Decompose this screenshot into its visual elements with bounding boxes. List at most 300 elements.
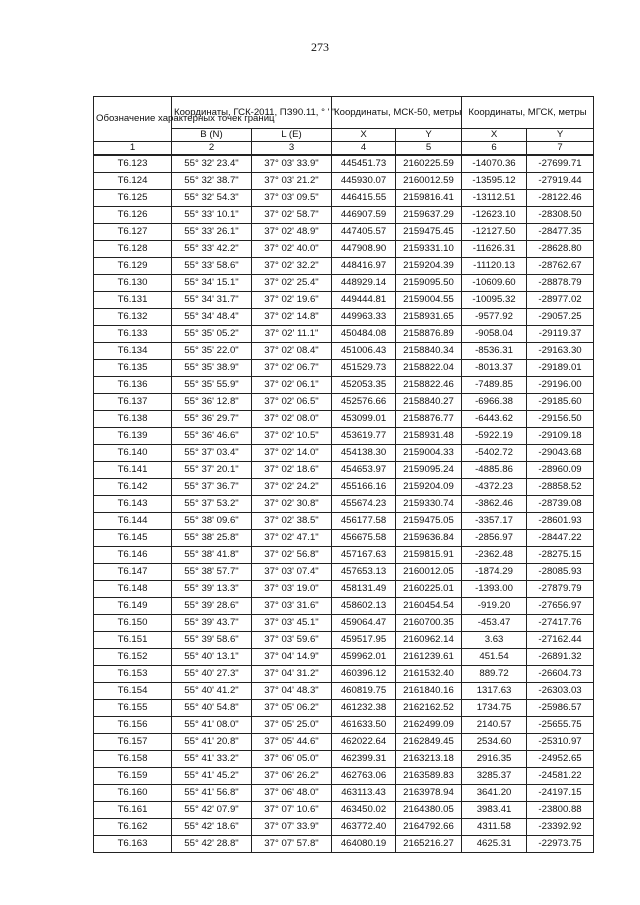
mgsk-x-cell: -1393.00 [462,581,527,598]
point-id-cell: Т6.146 [94,547,172,564]
longitude-cell: 37° 02' 56.8" [252,547,332,564]
point-id-cell: Т6.161 [94,802,172,819]
msk-x-cell: 446907.59 [332,207,396,224]
msk-x-cell: 449963.33 [332,309,396,326]
mgsk-y-cell: -29043.68 [527,445,594,462]
mgsk-y-cell: -24952.65 [527,751,594,768]
msk-y-cell: 2159204.09 [396,479,462,496]
msk-x-cell: 447405.57 [332,224,396,241]
mgsk-y-cell: -28762.67 [527,258,594,275]
msk-y-cell: 2159637.29 [396,207,462,224]
msk-x-cell: 453099.01 [332,411,396,428]
msk-x-cell: 460819.75 [332,683,396,700]
latitude-cell: 55° 41' 45.2" [172,768,252,785]
mgsk-x-cell: -1874.29 [462,564,527,581]
longitude-cell: 37° 02' 08.0" [252,411,332,428]
table-row [94,615,594,632]
msk-x-cell: 451006.43 [332,343,396,360]
longitude-cell: 37° 02' 06.1" [252,377,332,394]
longitude-cell: 37° 05' 06.2" [252,700,332,717]
point-id-cell: Т6.127 [94,224,172,241]
longitude-cell: 37° 02' 19.6" [252,292,332,309]
point-id-cell: Т6.150 [94,615,172,632]
latitude-cell: 55° 39' 43.7" [172,615,252,632]
msk-y-cell: 2159004.33 [396,445,462,462]
latitude-cell: 55° 37' 03.4" [172,445,252,462]
longitude-cell: 37° 02' 11.1" [252,326,332,343]
point-id-cell: Т6.151 [94,632,172,649]
latitude-cell: 55° 39' 13.3" [172,581,252,598]
column-number: 4 [332,142,396,156]
msk-y-cell: 2158931.65 [396,309,462,326]
mgsk-y-cell: -25655.75 [527,717,594,734]
point-id-cell: Т6.134 [94,343,172,360]
point-id-cell: Т6.162 [94,819,172,836]
subheader-msk-y: Y [396,129,462,142]
table-row [94,564,594,581]
mgsk-y-cell: -26303.03 [527,683,594,700]
mgsk-x-cell: -9577.92 [462,309,527,326]
table-row [94,734,594,751]
point-id-cell: Т6.145 [94,530,172,547]
msk-y-cell: 2164792.66 [396,819,462,836]
mgsk-y-cell: -23392.92 [527,819,594,836]
mgsk-y-cell: -29196.00 [527,377,594,394]
longitude-cell: 37° 02' 06.5" [252,394,332,411]
mgsk-x-cell: -13112.51 [462,190,527,207]
msk-x-cell: 462022.64 [332,734,396,751]
msk-x-cell: 459962.01 [332,649,396,666]
longitude-cell: 37° 06' 05.0" [252,751,332,768]
table-row [94,751,594,768]
mgsk-x-cell: -10609.60 [462,275,527,292]
latitude-cell: 55° 39' 58.6" [172,632,252,649]
longitude-cell: 37° 02' 24.2" [252,479,332,496]
mgsk-y-cell: -28878.79 [527,275,594,292]
latitude-cell: 55° 35' 05.2" [172,326,252,343]
msk-y-cell: 2159815.91 [396,547,462,564]
mgsk-x-cell: -453.47 [462,615,527,632]
point-id-cell: Т6.129 [94,258,172,275]
point-id-cell: Т6.132 [94,309,172,326]
msk-x-cell: 462763.06 [332,768,396,785]
latitude-cell: 55° 38' 09.6" [172,513,252,530]
point-id-cell: Т6.159 [94,768,172,785]
mgsk-x-cell: -13595.12 [462,173,527,190]
longitude-cell: 37° 03' 33.9" [252,155,332,173]
longitude-cell: 37° 02' 14.0" [252,445,332,462]
table-row [94,360,594,377]
latitude-cell: 55° 41' 33.2" [172,751,252,768]
coordinates-table [93,96,594,853]
gsk-coordinates-header: Координаты, ГСК-2011, ПЗ90.11, ° ' " [172,97,332,129]
longitude-cell: 37° 07' 57.8" [252,836,332,853]
column-number: 7 [527,142,594,156]
msk-x-cell: 460396.12 [332,666,396,683]
longitude-cell: 37° 02' 38.5" [252,513,332,530]
point-id-cell: Т6.140 [94,445,172,462]
latitude-cell: 55° 41' 08.0" [172,717,252,734]
msk-x-cell: 461232.38 [332,700,396,717]
msk-y-cell: 2165216.27 [396,836,462,853]
mgsk-x-cell: -8013.37 [462,360,527,377]
mgsk-x-cell: -919.20 [462,598,527,615]
table-row [94,683,594,700]
mgsk-x-cell: -3357.17 [462,513,527,530]
mgsk-y-cell: -29109.18 [527,428,594,445]
msk-y-cell: 2162162.52 [396,700,462,717]
msk-y-cell: 2163978.94 [396,785,462,802]
msk-y-cell: 2163213.18 [396,751,462,768]
longitude-cell: 37° 02' 25.4" [252,275,332,292]
msk-x-cell: 458602.13 [332,598,396,615]
latitude-cell: 55° 37' 36.7" [172,479,252,496]
longitude-cell: 37° 03' 09.5" [252,190,332,207]
msk-x-cell: 453619.77 [332,428,396,445]
msk-y-cell: 2160012.59 [396,173,462,190]
msk-y-cell: 2159330.74 [396,496,462,513]
mgsk-y-cell: -28447.22 [527,530,594,547]
table-row [94,292,594,309]
latitude-cell: 55° 40' 13.1" [172,649,252,666]
msk-y-cell: 2159004.55 [396,292,462,309]
msk-x-cell: 463772.40 [332,819,396,836]
mgsk-x-cell: -5922.19 [462,428,527,445]
table-row [94,547,594,564]
mgsk-y-cell: -28477.35 [527,224,594,241]
mgsk-y-cell: -25986.57 [527,700,594,717]
mgsk-y-cell: -28275.15 [527,547,594,564]
table-body [94,155,594,853]
mgsk-x-cell: -2856.97 [462,530,527,547]
table-row [94,377,594,394]
mgsk-y-cell: -29119.37 [527,326,594,343]
point-column-header: Обозначение характерных точек границ [94,97,172,142]
msk-x-cell: 448929.14 [332,275,396,292]
mgsk-x-cell: 1317.63 [462,683,527,700]
mgsk-y-cell: -28308.50 [527,207,594,224]
table-row [94,530,594,547]
mgsk-x-cell: 2140.57 [462,717,527,734]
mgsk-y-cell: -28739.08 [527,496,594,513]
longitude-cell: 37° 02' 32.2" [252,258,332,275]
msk-x-cell: 454653.97 [332,462,396,479]
latitude-cell: 55° 40' 41.2" [172,683,252,700]
table-row [94,394,594,411]
msk-x-cell: 452053.35 [332,377,396,394]
msk-y-cell: 2160225.59 [396,155,462,173]
mgsk-x-cell: 1734.75 [462,700,527,717]
msk-x-cell: 452576.66 [332,394,396,411]
mgsk-y-cell: -27879.79 [527,581,594,598]
subheader-mgsk-y: Y [527,129,594,142]
mgsk-x-cell: 3285.37 [462,768,527,785]
table-row [94,802,594,819]
mgsk-x-cell: -12127.50 [462,224,527,241]
mgsk-y-cell: -27919.44 [527,173,594,190]
latitude-cell: 55° 42' 18.6" [172,819,252,836]
msk-x-cell: 456177.58 [332,513,396,530]
latitude-cell: 55° 38' 41.8" [172,547,252,564]
mgsk-x-cell: 889.72 [462,666,527,683]
point-id-cell: Т6.153 [94,666,172,683]
latitude-cell: 55° 32' 38.7" [172,173,252,190]
mgsk-x-cell: 4311.58 [462,819,527,836]
mgsk-y-cell: -28628.80 [527,241,594,258]
table-row [94,513,594,530]
latitude-cell: 55° 38' 57.7" [172,564,252,581]
table-row [94,445,594,462]
point-id-cell: Т6.136 [94,377,172,394]
latitude-cell: 55° 32' 23.4" [172,155,252,173]
longitude-cell: 37° 03' 19.0" [252,581,332,598]
table-row [94,173,594,190]
column-number: 3 [252,142,332,156]
mgsk-y-cell: -29057.25 [527,309,594,326]
msk-x-cell: 459064.47 [332,615,396,632]
longitude-cell: 37° 02' 08.4" [252,343,332,360]
point-id-cell: Т6.147 [94,564,172,581]
point-id-cell: Т6.128 [94,241,172,258]
mgsk-y-cell: -22973.75 [527,836,594,853]
column-number: 5 [396,142,462,156]
page-number: 273 [311,40,329,54]
point-id-cell: Т6.126 [94,207,172,224]
longitude-cell: 37° 07' 10.6" [252,802,332,819]
subheader-b: B (N) [172,129,252,142]
latitude-cell: 55° 33' 58.6" [172,258,252,275]
msk-y-cell: 2158931.48 [396,428,462,445]
latitude-cell: 55° 33' 42.2" [172,241,252,258]
mgsk-x-cell: 3641.20 [462,785,527,802]
latitude-cell: 55° 36' 46.6" [172,428,252,445]
msk-x-cell: 457653.13 [332,564,396,581]
latitude-cell: 55° 40' 54.8" [172,700,252,717]
point-id-cell: Т6.155 [94,700,172,717]
longitude-cell: 37° 02' 10.5" [252,428,332,445]
longitude-cell: 37° 04' 14.9" [252,649,332,666]
mgsk-x-cell: -2362.48 [462,547,527,564]
latitude-cell: 55° 35' 22.0" [172,343,252,360]
msk-y-cell: 2161840.16 [396,683,462,700]
msk-x-cell: 459517.95 [332,632,396,649]
point-id-cell: Т6.148 [94,581,172,598]
msk-y-cell: 2158840.34 [396,343,462,360]
msk-x-cell: 445451.73 [332,155,396,173]
table-row [94,309,594,326]
msk-y-cell: 2160962.14 [396,632,462,649]
column-number: 2 [172,142,252,156]
mgsk-x-cell: -8536.31 [462,343,527,360]
point-id-cell: Т6.156 [94,717,172,734]
latitude-cell: 55° 41' 56.8" [172,785,252,802]
table-row [94,666,594,683]
msk-y-cell: 2159095.50 [396,275,462,292]
mgsk-x-cell: -11120.13 [462,258,527,275]
longitude-cell: 37° 02' 58.7" [252,207,332,224]
msk-coordinates-header: Координаты, МСК-50, метры [332,97,462,129]
longitude-cell: 37° 03' 59.6" [252,632,332,649]
mgsk-x-cell: 2534.60 [462,734,527,751]
mgsk-x-cell: -3862.46 [462,496,527,513]
msk-y-cell: 2158840.27 [396,394,462,411]
mgsk-y-cell: -27656.97 [527,598,594,615]
subheader-msk-x: X [332,129,396,142]
mgsk-x-cell: -4885.86 [462,462,527,479]
table-row [94,785,594,802]
longitude-cell: 37° 02' 48.9" [252,224,332,241]
msk-x-cell: 456675.58 [332,530,396,547]
table-row [94,411,594,428]
msk-x-cell: 457167.63 [332,547,396,564]
msk-x-cell: 463450.02 [332,802,396,819]
table-row [94,598,594,615]
latitude-cell: 55° 36' 12.8" [172,394,252,411]
table-row [94,326,594,343]
point-id-cell: Т6.135 [94,360,172,377]
latitude-cell: 55° 34' 15.1" [172,275,252,292]
msk-x-cell: 449444.81 [332,292,396,309]
longitude-cell: 37° 06' 48.0" [252,785,332,802]
table-row [94,581,594,598]
msk-x-cell: 458131.49 [332,581,396,598]
mgsk-x-cell: -5402.72 [462,445,527,462]
msk-x-cell: 445930.07 [332,173,396,190]
msk-y-cell: 2159095.24 [396,462,462,479]
point-id-cell: Т6.141 [94,462,172,479]
longitude-cell: 37° 02' 06.7" [252,360,332,377]
table-row [94,224,594,241]
point-id-cell: Т6.133 [94,326,172,343]
table-row [94,207,594,224]
mgsk-y-cell: -26891.32 [527,649,594,666]
point-id-cell: Т6.131 [94,292,172,309]
mgsk-x-cell: 4625.31 [462,836,527,853]
msk-x-cell: 462399.31 [332,751,396,768]
point-id-cell: Т6.157 [94,734,172,751]
msk-y-cell: 2158822.46 [396,377,462,394]
msk-y-cell: 2159331.10 [396,241,462,258]
msk-y-cell: 2159204.39 [396,258,462,275]
mgsk-y-cell: -29163.30 [527,343,594,360]
latitude-cell: 55° 32' 54.3" [172,190,252,207]
longitude-cell: 37° 05' 25.0" [252,717,332,734]
point-id-cell: Т6.149 [94,598,172,615]
table-row [94,275,594,292]
point-id-cell: Т6.139 [94,428,172,445]
mgsk-y-cell: -27699.71 [527,155,594,173]
msk-x-cell: 461633.50 [332,717,396,734]
mgsk-y-cell: -24581.22 [527,768,594,785]
msk-y-cell: 2158876.89 [396,326,462,343]
msk-y-cell: 2162849.45 [396,734,462,751]
latitude-cell: 55° 35' 38.9" [172,360,252,377]
latitude-cell: 55° 33' 26.1" [172,224,252,241]
mgsk-x-cell: -11626.31 [462,241,527,258]
table-row [94,190,594,207]
msk-y-cell: 2163589.83 [396,768,462,785]
point-id-cell: Т6.160 [94,785,172,802]
msk-y-cell: 2161532.40 [396,666,462,683]
msk-y-cell: 2159475.45 [396,224,462,241]
column-number: 1 [94,142,172,156]
mgsk-y-cell: -27162.44 [527,632,594,649]
longitude-cell: 37° 02' 40.0" [252,241,332,258]
mgsk-y-cell: -28960.09 [527,462,594,479]
mgsk-y-cell: -25310.97 [527,734,594,751]
mgsk-x-cell: 451.54 [462,649,527,666]
longitude-cell: 37° 03' 31.6" [252,598,332,615]
point-id-cell: Т6.144 [94,513,172,530]
latitude-cell: 55° 42' 28.8" [172,836,252,853]
mgsk-y-cell: -26604.73 [527,666,594,683]
msk-x-cell: 450484.08 [332,326,396,343]
msk-y-cell: 2160012.05 [396,564,462,581]
mgsk-x-cell: -7489.85 [462,377,527,394]
table-row [94,258,594,275]
msk-y-cell: 2159636.84 [396,530,462,547]
table-row [94,479,594,496]
longitude-cell: 37° 02' 14.8" [252,309,332,326]
longitude-cell: 37° 03' 07.4" [252,564,332,581]
point-id-cell: Т6.154 [94,683,172,700]
mgsk-y-cell: -28977.02 [527,292,594,309]
subheader-l: L (E) [252,129,332,142]
table-row [94,700,594,717]
msk-x-cell: 446415.55 [332,190,396,207]
table-row [94,836,594,853]
msk-y-cell: 2158822.04 [396,360,462,377]
table-row [94,717,594,734]
mgsk-y-cell: -28085.93 [527,564,594,581]
point-id-cell: Т6.125 [94,190,172,207]
msk-y-cell: 2159475.05 [396,513,462,530]
column-number: 6 [462,142,527,156]
msk-x-cell: 455674.23 [332,496,396,513]
subheader-mgsk-x: X [462,129,527,142]
longitude-cell: 37° 03' 21.2" [252,173,332,190]
table-row [94,155,594,173]
mgsk-y-cell: -29185.60 [527,394,594,411]
msk-x-cell: 451529.73 [332,360,396,377]
msk-y-cell: 2162499.09 [396,717,462,734]
latitude-cell: 55° 39' 28.6" [172,598,252,615]
msk-y-cell: 2160700.35 [396,615,462,632]
longitude-cell: 37° 05' 44.6" [252,734,332,751]
mgsk-y-cell: -24197.15 [527,785,594,802]
latitude-cell: 55° 36' 29.7" [172,411,252,428]
longitude-cell: 37° 03' 45.1" [252,615,332,632]
mgsk-y-cell: -27417.76 [527,615,594,632]
table-row [94,632,594,649]
mgsk-x-cell: -12623.10 [462,207,527,224]
mgsk-x-cell: 3.63 [462,632,527,649]
mgsk-y-cell: -28601.93 [527,513,594,530]
longitude-cell: 37° 02' 30.8" [252,496,332,513]
latitude-cell: 55° 34' 48.4" [172,309,252,326]
table-row [94,768,594,785]
latitude-cell: 55° 33' 10.1" [172,207,252,224]
msk-y-cell: 2160454.54 [396,598,462,615]
point-id-cell: Т6.124 [94,173,172,190]
mgsk-x-cell: 2916.35 [462,751,527,768]
longitude-cell: 37° 04' 31.2" [252,666,332,683]
msk-y-cell: 2158876.77 [396,411,462,428]
mgsk-x-cell: -4372.23 [462,479,527,496]
msk-x-cell: 454138.30 [332,445,396,462]
point-id-cell: Т6.130 [94,275,172,292]
latitude-cell: 55° 42' 07.9" [172,802,252,819]
